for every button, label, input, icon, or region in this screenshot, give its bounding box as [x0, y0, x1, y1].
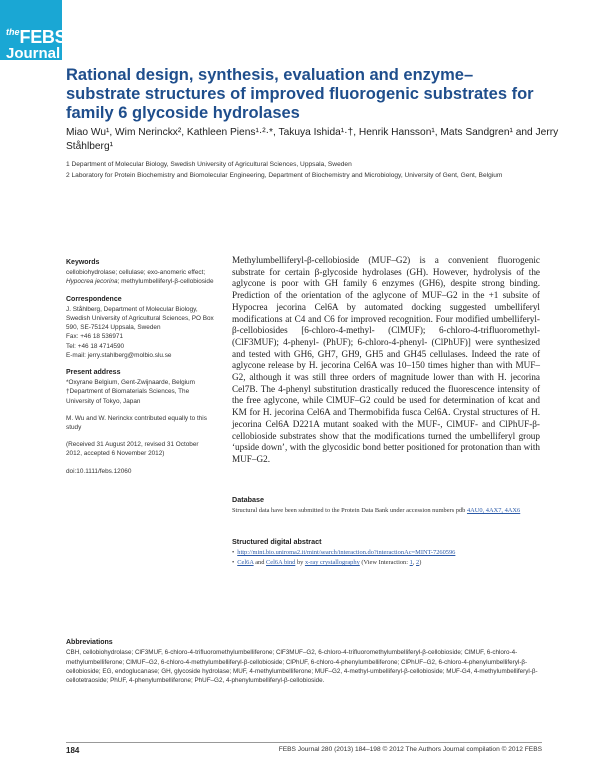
sda-close: )	[419, 559, 422, 566]
keywords-text	[66, 268, 216, 286]
correspondence-block	[66, 295, 216, 360]
sda-by: by	[295, 559, 305, 566]
abstract-text: Methylumbelliferyl-β-cellobioside (MUF–G2) is a convenient fluorogenic substrate for certain β-glycoside hydrolases (GH). However, hydrolysis of the aglycone is poor with GH family 6 enzymes (GH6), despite strong binding. Prediction of the orientation of the aglycone of MUF–G2 in the +1 subsite of Hypocrea jecorina Cel6A by automated docking suggested umbelliferyl modifications at C4 and C6 for improved recognition. Four modified umbelliferyl-β-cellobiosides [6-chloro-4-methyl- (ClMUF); 6-chloro-4-trifluoromethyl- (ClF3MUF); 4-phenyl- (PhUF); 6-chloro-4-phenyl- (ClPhUF)] were synthesized and tested with GH6, GH7, GH9, GH5 and GH45 cellulases. Indeed the rate of aglycone release by H. jecorina Cel6A was 10–150 times higher than with MUF–G2, although it was still three orders of magnitude lower than with H. jecorina Cel7B. The 4-phenyl substitution drastically reduced the fluorescence intensity of the free aglycone, while ClMUF–G2 could be used for determination of kcat and KM for H. jecorina Cel6A and Thermobifida fusca Cel6A. Crystal structures of H. jecorina Cel6A D221A mutant soaked with the MUF-, ClMUF- and ClPhUF-β-cellobioside substrates show that the modifications turned the umbelliferyl group ‘upside down’, with the glycosidic bond better positioned for protonation than with MUF–G2.	[232, 255, 540, 464]
keywords-part-2: Hypocrea jecorina	[66, 278, 118, 286]
sda-heading: Structured digital abstract	[232, 537, 322, 546]
present-address-block	[66, 368, 216, 406]
logo-the: the	[6, 27, 20, 37]
abbreviations-heading: Abbreviations	[66, 639, 113, 646]
sda-list	[232, 548, 552, 568]
logo-febs: FEBS	[19, 27, 67, 47]
database-text	[232, 506, 552, 515]
mint-link[interactable]: http://mint.bio.uniroma2.it/mint/search/interaction.do?interactionAc=MINT-7260596	[237, 549, 456, 556]
tel-number: Tel: +46 18 4714590	[66, 342, 125, 350]
sda-item-1	[232, 548, 552, 558]
abbreviations-text: CBH, cellobiohydrolase; ClF3MUF, 6-chloro-4-trifluoromethylumbelliferone; ClF3MUF–G2, 6-chloro-4-trifluoromethylumbelliferyl-β-cellobioside; ClMUF, 6-chloro-4-methylumbelliferone; ClMUF–G2, 6-chloro-4-methylumbelliferyl-β-cellobioside; ClPhUF, 6-chloro-4-phenylumbelliferone; ClPhUF–G2, 6-chloro-4-phenylumbelliferyl-β-cellobioside; EG, endoglucanase; GH, glycoside hydrolase; MUF, 4-methylumbelliferone; MUF–G2, 4-methyl-umbelliferyl-β-cellobioside; MUF-G4, 4-methylumbelliferyl-β-cellotetraoside; PhUF, 4-phenylumbelliferone; PhUF–G2, 4-phenylumbelliferyl-β-cellobioside.	[66, 649, 538, 685]
page-number: 184	[66, 746, 80, 755]
doi[interactable]: doi:10.1111/febs.12060	[66, 467, 132, 475]
footer-citation: FEBS Journal 280 (2013) 184–198 © 2012 The Authors Journal compilation © 2012 FEBS	[278, 746, 542, 753]
correspondence-heading: Correspondence	[66, 295, 122, 303]
present-address-heading: Present address	[66, 369, 121, 377]
sda-link-1[interactable]: 1	[409, 559, 413, 566]
sda-link-cel6a-2[interactable]: Cel6A	[266, 559, 283, 566]
present-address-1: *Oxyrane Belgium, Gent-Zwijnaarde, Belgium	[66, 379, 195, 387]
footer-rule	[66, 742, 542, 743]
sda-view: (View Interaction:	[359, 559, 410, 566]
article-title: Rational design, synthesis, evaluation and enzyme–substrate structures of improved fluorogenic substrates for family 6 glycoside hydrolases	[66, 66, 534, 122]
sda-link-bind[interactable]: bind	[282, 559, 296, 566]
author-list: Miao Wu¹, Wim Nerinckx², Kathleen Piens¹·²·*, Takuya Ishida¹·†, Henrik Hansson¹, Mats Sandgren¹ and Jerry Ståhlberg¹	[66, 127, 559, 152]
journal-logo	[6, 28, 66, 61]
logo-journal: Journal	[6, 45, 61, 62]
keywords-part-1: cellobiohydrolase; cellulase; exo-anomeric effect;	[66, 269, 206, 277]
pdb-links[interactable]: 4AU0, 4AX7, 4AX6	[466, 507, 521, 514]
affiliations	[66, 160, 526, 181]
affiliation-1: 1 Department of Molecular Biology, Swedish University of Agricultural Sciences, Uppsala, Sweden	[66, 161, 352, 168]
keywords-block	[66, 258, 216, 287]
received-dates: (Received 31 August 2012, revised 31 October 2012, accepted 6 November 2012)	[66, 441, 199, 458]
database-heading: Database	[232, 495, 264, 504]
sda-link-cel6a-1[interactable]: Cel6A	[237, 559, 254, 566]
sda-and: and	[253, 559, 267, 566]
database-body: Structural data have been submitted to the Protein Data Bank under accession numbers pdb	[232, 507, 467, 514]
present-address-2: †Department of Biomaterials Sciences, The University of Tokyo, Japan	[66, 388, 190, 405]
sda-comma: ,	[412, 559, 417, 566]
keywords-heading: Keywords	[66, 259, 100, 266]
keywords-part-3: ; methylumbelliferyl-β-cellobioside	[117, 278, 214, 286]
fax-number: Fax: +46 18 536971	[66, 333, 124, 341]
email-address[interactable]: E-mail: jerry.stahlberg@molbio.slu.se	[66, 351, 172, 359]
sda-item-2	[232, 558, 552, 568]
journal-banner	[0, 0, 67, 62]
contribution-note: M. Wu and W. Nerinckx contributed equally to this study	[66, 414, 207, 432]
correspondence-address: J. Ståhlberg, Department of Molecular Biology, Swedish University of Agricultural Sciences, PO Box 590, SE-75124 Uppsala, Sweden	[66, 305, 214, 332]
sda-link-2[interactable]: 2	[416, 559, 420, 566]
sda-link-xray[interactable]: x-ray crystallography	[304, 559, 360, 566]
affiliation-2: 2 Laboratory for Protein Biochemistry and Biomolecular Engineering, Department of Biochemistry and Microbiology, University of Gent, Gent, Belgium	[66, 171, 503, 179]
article-sidebar	[66, 258, 216, 484]
abbreviations-block	[66, 638, 542, 685]
